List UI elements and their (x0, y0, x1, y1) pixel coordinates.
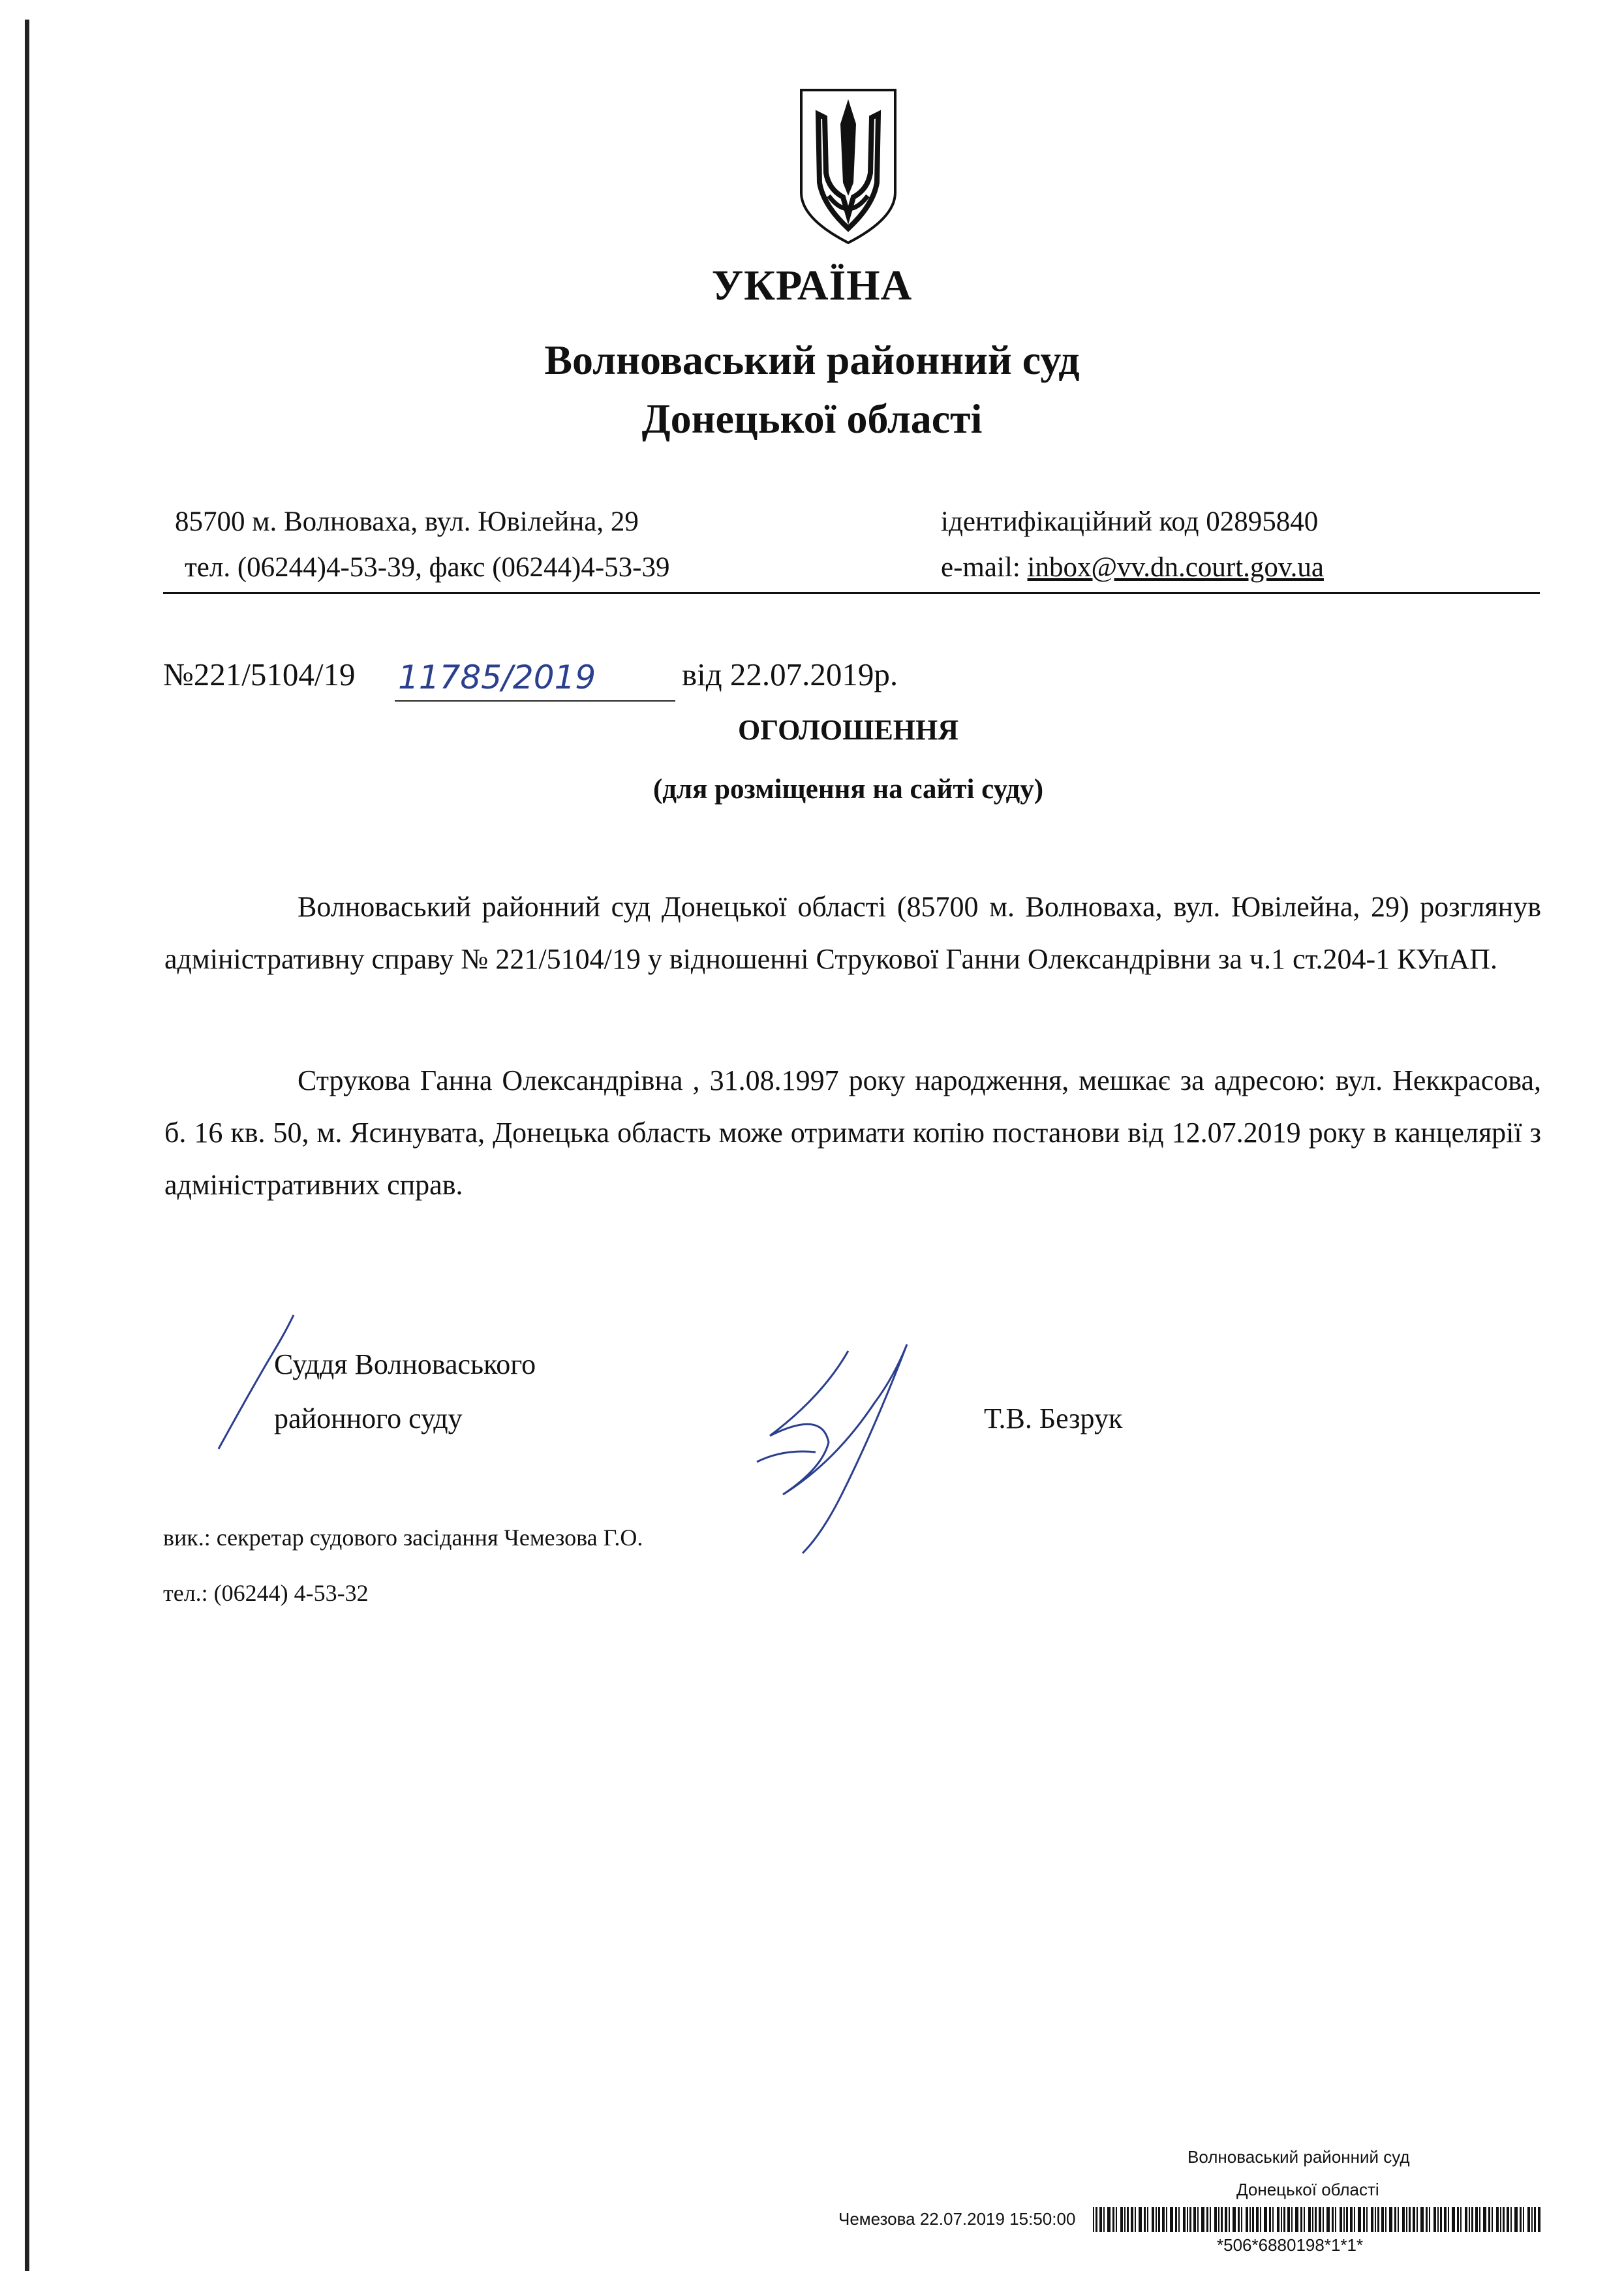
court-name-line1: Волноваський районний суд (544, 337, 1080, 383)
handwritten-reference-text: 11785/2019 (398, 658, 596, 696)
signer-title-line1: Суддя Волноваського (274, 1348, 536, 1380)
announcement-paragraph-1: Волноваський районний суд Донецької області (85700 м. Волноваха, вул. Ювілейна, 29) розглянув адміністративну справу № 221/5104/19 у відношенні Струкової Ганни Олександрівни за ч.1 ст.204-1 КУпАП. (164, 891, 1541, 975)
judge-name: Т.В. Безрук (984, 1402, 1123, 1434)
country-title: УКРАЇНА (711, 262, 913, 309)
email-label: e-mail: (941, 552, 1028, 583)
court-id-code: ідентифікаційний код 02895840 (941, 506, 1319, 537)
handwritten-reference (391, 649, 613, 702)
announcement-subtitle: (для розміщення на сайті суду) (652, 774, 1044, 805)
barcode-text: *506*6880198*1*1* (1217, 2235, 1364, 2255)
announcement-title: ОГОЛОШЕННЯ (737, 714, 959, 746)
judge-signature (744, 1338, 913, 1566)
court-phone-fax: тел. (06244)4-53-39, факс (06244)4-53-39 (185, 552, 670, 583)
court-name-line2: Донецької області (641, 395, 983, 442)
reference-number: №221/5104/19 (163, 657, 356, 692)
signer-title-line2: районного суду (274, 1402, 463, 1434)
executor-line: вик.: секретар судового засідання Чемезова Г.О. (163, 1525, 643, 1551)
court-email-row (941, 551, 1324, 583)
stamp-court-line2: Донецької області (1236, 2180, 1379, 2199)
trident-emblem-icon (796, 85, 900, 248)
stamp-court-line1: Волноваський районний суд (1187, 2147, 1410, 2167)
court-address: 85700 м. Волноваха, вул. Ювілейна, 29 (175, 506, 639, 537)
reference-date: від 22.07.2019р. (682, 657, 898, 692)
executor-phone: тел.: (06244) 4-53-32 (163, 1580, 369, 1606)
announcement-paragraph-2: Струкова Ганна Олександрівна , 31.08.1997 року народження, мешкає за адресою: вул. Неккрасова, б. 16 кв. 50, м. Ясинувата, Донецька область може отримати копію постанови від 12.07.2019 року в канцелярії з адміністративних справ. (164, 1064, 1541, 1201)
registration-barcode (1093, 2207, 1543, 2232)
header-divider (163, 592, 1540, 594)
email-link[interactable]: inbox@vv.dn.court.gov.ua (1027, 552, 1324, 583)
stamp-registration: Чемезова 22.07.2019 15:50:00 (838, 2209, 1076, 2229)
